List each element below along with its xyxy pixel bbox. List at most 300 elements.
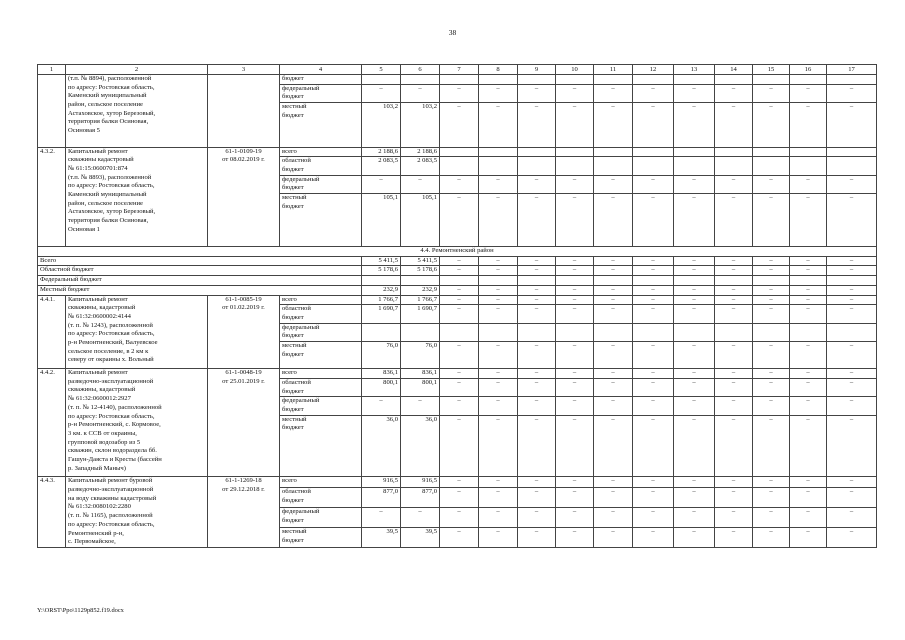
description-line: № 61:32:0600002:4144 <box>68 312 131 320</box>
column-13-value: – <box>674 397 715 415</box>
funding-source-line: всего <box>282 147 297 155</box>
column-8-value: – <box>479 507 518 527</box>
year-value <box>401 276 440 286</box>
column-number: 14 <box>715 65 753 75</box>
column-12-value: – <box>633 175 674 193</box>
funding-source-line: федеральный <box>282 175 320 183</box>
year-value: 232,9 <box>401 285 440 295</box>
registration-number <box>208 147 280 247</box>
column-9-value <box>518 157 556 175</box>
column-7-value: – <box>440 369 479 379</box>
column-13-value: – <box>674 342 715 369</box>
column-13-value: – <box>674 369 715 379</box>
funding-source <box>280 397 362 415</box>
total-value: – <box>362 507 401 527</box>
year-value: 800,1 <box>401 378 440 396</box>
description-line: скважины, кадастровый <box>68 304 136 312</box>
column-14-value: – <box>715 477 753 488</box>
column-16-value: – <box>790 175 827 193</box>
column-12-value: – <box>633 84 674 102</box>
column-15-value: – <box>753 305 790 323</box>
total-value: – <box>362 84 401 102</box>
description-line: с. Первомайское, <box>68 538 116 546</box>
description-line: по адресу: Ростовская область, <box>68 412 155 420</box>
column-13-value: – <box>674 84 715 102</box>
column-17-value: – <box>827 477 877 488</box>
column-7-value: – <box>440 378 479 396</box>
column-7-value: – <box>440 266 479 276</box>
description-line: Капитальный ремонт <box>68 147 128 155</box>
description-line: Гашун-Даяста и Кресты (бассейн <box>68 455 162 463</box>
funding-source-line: бюджет <box>282 516 304 524</box>
column-15-value: – <box>753 507 790 527</box>
registration-line: 61-1-1269-18 <box>225 477 262 485</box>
column-17-value: – <box>827 507 877 527</box>
description-line: групповой водозабор из 5 <box>68 438 141 446</box>
year-value: 105,1 <box>401 193 440 246</box>
column-16-value: – <box>790 378 827 396</box>
funding-source-line: местный <box>282 342 307 350</box>
item-number: 4.4.1. <box>38 295 66 369</box>
column-number: 4 <box>280 65 362 75</box>
column-7-value: – <box>440 295 479 305</box>
column-10-value <box>556 147 594 157</box>
column-8-value: – <box>479 477 518 488</box>
description-line: (т.п. № 8893), расположенной <box>68 173 152 181</box>
column-17-value: – <box>827 369 877 379</box>
column-15-value <box>753 157 790 175</box>
column-11-value: – <box>594 103 633 147</box>
funding-source-line: бюджет <box>282 111 304 119</box>
column-9-value <box>518 75 556 85</box>
column-13-value <box>674 157 715 175</box>
budget-row <box>38 75 877 85</box>
funding-source <box>280 75 362 85</box>
total-value: 36,0 <box>362 415 401 477</box>
column-16-value: – <box>790 256 827 266</box>
total-value: 877,0 <box>362 487 401 507</box>
column-15-value: – <box>753 266 790 276</box>
funding-source-line: федеральный <box>282 507 320 515</box>
column-16-value: – <box>790 84 827 102</box>
summary-label: Федеральный бюджет <box>38 276 362 286</box>
year-value: 2 188,6 <box>401 147 440 157</box>
column-14-value <box>715 276 753 286</box>
description-line: по адресу: Ростовская область, <box>68 83 155 91</box>
column-number: 16 <box>790 65 827 75</box>
column-9-value: – <box>518 305 556 323</box>
column-12-value: – <box>633 193 674 246</box>
total-value <box>362 323 401 341</box>
funding-source <box>280 157 362 175</box>
column-number: 3 <box>208 65 280 75</box>
column-7-value <box>440 276 479 286</box>
column-7-value: – <box>440 305 479 323</box>
column-16-value: – <box>790 103 827 147</box>
registration-line: от 29.12.2018 г. <box>222 486 265 494</box>
column-10-value: – <box>556 256 594 266</box>
column-8-value: – <box>479 378 518 396</box>
column-11-value: – <box>594 369 633 379</box>
column-9-value: – <box>518 369 556 379</box>
column-15-value <box>753 75 790 85</box>
column-14-value: – <box>715 103 753 147</box>
funding-source <box>280 295 362 305</box>
column-16-value: – <box>790 415 827 477</box>
column-17-value: – <box>827 487 877 507</box>
funding-source <box>280 415 362 477</box>
column-12-value: – <box>633 295 674 305</box>
year-value <box>401 75 440 85</box>
year-value: 1 690,7 <box>401 305 440 323</box>
column-12-value: – <box>633 397 674 415</box>
column-number: 11 <box>594 65 633 75</box>
total-value: 232,9 <box>362 285 401 295</box>
column-13-value <box>674 147 715 157</box>
column-10-value: – <box>556 305 594 323</box>
description-line: Каменский муниципальный <box>68 92 147 100</box>
column-12-value: – <box>633 103 674 147</box>
column-11-value: – <box>594 285 633 295</box>
column-15-value: – <box>753 295 790 305</box>
column-16-value: – <box>790 507 827 527</box>
column-15-value: – <box>753 285 790 295</box>
funding-source-line: бюджет <box>282 184 304 192</box>
year-value: – <box>401 84 440 102</box>
section-header-row <box>38 247 877 257</box>
description-line: скважин, склон водораздела бб. <box>68 447 157 455</box>
funding-source-line: бюджет <box>282 350 304 358</box>
column-9-value <box>518 323 556 341</box>
funding-source <box>280 84 362 102</box>
item-description <box>66 369 208 477</box>
item-number <box>38 75 66 148</box>
column-8-value: – <box>479 266 518 276</box>
column-17-value: – <box>827 295 877 305</box>
column-7-value <box>440 147 479 157</box>
column-8-value: – <box>479 397 518 415</box>
total-value: 105,1 <box>362 193 401 246</box>
total-value: 836,1 <box>362 369 401 379</box>
column-number: 8 <box>479 65 518 75</box>
column-7-value <box>440 323 479 341</box>
funding-source <box>280 305 362 323</box>
description-line: по адресу: Ростовская область, <box>68 520 155 528</box>
column-12-value: – <box>633 527 674 547</box>
column-17-value <box>827 276 877 286</box>
column-10-value: – <box>556 103 594 147</box>
column-17-value: – <box>827 378 877 396</box>
column-10-value: – <box>556 285 594 295</box>
column-15-value: – <box>753 487 790 507</box>
column-14-value: – <box>715 305 753 323</box>
year-value: 916,5 <box>401 477 440 488</box>
column-10-value: – <box>556 487 594 507</box>
item-number: 4.4.3. <box>38 477 66 548</box>
year-value: 5 411,5 <box>401 256 440 266</box>
column-12-value: – <box>633 305 674 323</box>
column-14-value: – <box>715 285 753 295</box>
column-16-value <box>790 75 827 85</box>
description-line: на воду скважины кадастровый <box>68 494 157 502</box>
total-value: – <box>362 175 401 193</box>
column-12-value: – <box>633 256 674 266</box>
column-12-value: – <box>633 378 674 396</box>
description-line: район, сельское поселение <box>68 101 143 109</box>
column-11-value: – <box>594 295 633 305</box>
total-value: 5 411,5 <box>362 256 401 266</box>
funding-source-line: местный <box>282 103 307 111</box>
registration-number <box>208 369 280 477</box>
column-12-value: – <box>633 507 674 527</box>
funding-source-line: областной <box>282 487 311 495</box>
column-13-value: – <box>674 527 715 547</box>
column-8-value <box>479 75 518 85</box>
column-15-value <box>753 147 790 157</box>
item-description <box>66 147 208 247</box>
section-title: 4.4. Ремонтненский район <box>38 247 877 257</box>
year-value: 836,1 <box>401 369 440 379</box>
funding-source-line: федеральный <box>282 397 320 405</box>
description-line: 3 км. к ССВ от окраины, <box>68 429 137 437</box>
column-number: 10 <box>556 65 594 75</box>
column-8-value: – <box>479 487 518 507</box>
summary-label: Всего <box>38 256 362 266</box>
column-15-value: – <box>753 84 790 102</box>
column-14-value <box>715 75 753 85</box>
column-12-value: – <box>633 285 674 295</box>
summary-label: Областной бюджет <box>38 266 362 276</box>
budget-row <box>38 295 877 305</box>
column-9-value <box>518 147 556 157</box>
column-10-value: – <box>556 507 594 527</box>
column-12-value <box>633 323 674 341</box>
funding-source-line: местный <box>282 527 307 535</box>
column-17-value <box>827 323 877 341</box>
year-value: 36,0 <box>401 415 440 477</box>
registration-line: от 25.01.2019 г. <box>222 377 265 385</box>
column-12-value <box>633 276 674 286</box>
column-13-value <box>674 75 715 85</box>
description-line: Капитальный ремонт <box>68 295 128 303</box>
column-16-value: – <box>790 397 827 415</box>
registration-line: 61-1-0109-19 <box>225 147 262 155</box>
column-number: 6 <box>401 65 440 75</box>
funding-source-line: областной <box>282 157 311 165</box>
column-13-value: – <box>674 507 715 527</box>
column-12-value: – <box>633 342 674 369</box>
column-14-value: – <box>715 378 753 396</box>
column-14-value <box>715 147 753 157</box>
funding-source-line: бюджет <box>282 75 304 82</box>
description-line: разведочно-эксплуатационной <box>68 377 154 385</box>
budget-row <box>38 369 877 379</box>
year-value: 1 766,7 <box>401 295 440 305</box>
item-description <box>66 295 208 369</box>
total-value: 5 178,6 <box>362 266 401 276</box>
total-value: 103,2 <box>362 103 401 147</box>
column-16-value: – <box>790 285 827 295</box>
funding-source-line: федеральный <box>282 323 320 331</box>
column-11-value <box>594 276 633 286</box>
column-8-value: – <box>479 415 518 477</box>
funding-source-line: бюджет <box>282 405 304 413</box>
year-value: – <box>401 397 440 415</box>
registration-number <box>208 295 280 369</box>
column-8-value: – <box>479 84 518 102</box>
column-17-value: – <box>827 266 877 276</box>
column-12-value <box>633 75 674 85</box>
description-line: по адресу: Ростовская область, <box>68 182 155 190</box>
column-10-value <box>556 276 594 286</box>
column-16-value <box>790 276 827 286</box>
column-14-value: – <box>715 84 753 102</box>
description-line: скважины кадастровый <box>68 156 134 164</box>
funding-source-line: бюджет <box>282 313 304 321</box>
column-12-value: – <box>633 415 674 477</box>
item-description <box>66 477 208 548</box>
column-15-value: – <box>753 103 790 147</box>
column-number: 7 <box>440 65 479 75</box>
description-line: Астаховское, хутор Березовый, <box>68 208 156 216</box>
description-line: (т. п. № 1165), расположенной <box>68 512 153 520</box>
column-15-value: – <box>753 477 790 488</box>
column-14-value: – <box>715 487 753 507</box>
column-number: 12 <box>633 65 674 75</box>
year-value: 76,0 <box>401 342 440 369</box>
total-value: 1 690,7 <box>362 305 401 323</box>
column-17-value <box>827 147 877 157</box>
column-14-value: – <box>715 342 753 369</box>
column-13-value: – <box>674 305 715 323</box>
column-10-value: – <box>556 342 594 369</box>
funding-source <box>280 527 362 547</box>
column-12-value: – <box>633 266 674 276</box>
column-17-value: – <box>827 103 877 147</box>
registration-number <box>208 75 280 148</box>
description-line: Капитальный ремонт буровой <box>68 477 153 485</box>
registration-line: от 01.02.2019 г. <box>222 304 265 312</box>
budget-row <box>38 147 877 157</box>
column-10-value: – <box>556 378 594 396</box>
column-17-value: – <box>827 256 877 266</box>
column-8-value: – <box>479 369 518 379</box>
funding-source <box>280 507 362 527</box>
column-17-value: – <box>827 397 877 415</box>
column-11-value: – <box>594 378 633 396</box>
column-13-value: – <box>674 477 715 488</box>
column-15-value: – <box>753 193 790 246</box>
column-13-value: – <box>674 256 715 266</box>
column-10-value <box>556 75 594 85</box>
description-line: (т.п. № 8894), расположенной <box>68 75 152 82</box>
funding-source <box>280 175 362 193</box>
total-value: 916,5 <box>362 477 401 488</box>
summary-row <box>38 266 877 276</box>
column-9-value: – <box>518 477 556 488</box>
column-7-value: – <box>440 477 479 488</box>
column-8-value: – <box>479 256 518 266</box>
summary-row <box>38 256 877 266</box>
column-9-value: – <box>518 415 556 477</box>
funding-source <box>280 477 362 488</box>
file-path-footer: Y:\ORST\Ppo\1129p852.f19.docx <box>37 607 124 614</box>
column-7-value: – <box>440 507 479 527</box>
column-14-value: – <box>715 295 753 305</box>
column-7-value <box>440 157 479 175</box>
column-16-value: – <box>790 477 827 488</box>
year-value: 103,2 <box>401 103 440 147</box>
column-15-value: – <box>753 342 790 369</box>
funding-source <box>280 147 362 157</box>
year-value: – <box>401 507 440 527</box>
column-11-value: – <box>594 477 633 488</box>
column-16-value: – <box>790 369 827 379</box>
column-11-value: – <box>594 507 633 527</box>
column-16-value: – <box>790 266 827 276</box>
column-8-value <box>479 147 518 157</box>
column-9-value: – <box>518 103 556 147</box>
description-line: (т. п. № 1243), расположенной <box>68 321 153 329</box>
description-line: сельское поселение, в 2 км к <box>68 347 149 355</box>
column-16-value <box>790 323 827 341</box>
column-number: 13 <box>674 65 715 75</box>
total-value: 800,1 <box>362 378 401 396</box>
description-line: северу от окраины х. Вольный <box>68 356 154 364</box>
column-12-value: – <box>633 369 674 379</box>
year-value <box>401 323 440 341</box>
description-line: территория балки Осиновая, <box>68 118 149 126</box>
description-line: Осиновая 1 <box>68 225 100 233</box>
column-13-value: – <box>674 103 715 147</box>
column-number: 1 <box>38 65 66 75</box>
column-16-value: – <box>790 527 827 547</box>
column-11-value: – <box>594 415 633 477</box>
funding-source-line: бюджет <box>282 496 304 504</box>
summary-row <box>38 285 877 295</box>
column-10-value: – <box>556 369 594 379</box>
column-12-value: – <box>633 487 674 507</box>
item-number: 4.4.2. <box>38 369 66 477</box>
column-17-value: – <box>827 285 877 295</box>
funding-source-line: бюджет <box>282 332 304 340</box>
column-10-value: – <box>556 193 594 246</box>
description-line: Осиновая 5 <box>68 127 100 135</box>
description-line: Каменский муниципальный <box>68 190 147 198</box>
column-17-value <box>827 157 877 175</box>
column-11-value: – <box>594 175 633 193</box>
column-14-value <box>715 323 753 341</box>
column-9-value: – <box>518 285 556 295</box>
column-11-value <box>594 75 633 85</box>
description-line: р. Западный Маныч) <box>68 464 126 472</box>
column-11-value: – <box>594 342 633 369</box>
registration-line: 61-1-0085-19 <box>225 295 262 303</box>
year-value: 877,0 <box>401 487 440 507</box>
column-13-value: – <box>674 193 715 246</box>
column-11-value: – <box>594 193 633 246</box>
budget-table <box>37 64 877 548</box>
column-10-value: – <box>556 266 594 276</box>
column-15-value: – <box>753 415 790 477</box>
total-value: 39,5 <box>362 527 401 547</box>
description-line: скважины, кадастровый <box>68 386 136 394</box>
item-description <box>66 75 208 148</box>
funding-source-line: местный <box>282 415 307 423</box>
registration-line: от 08.02.2019 г. <box>222 156 265 164</box>
description-line: Ремонтненский р-н, <box>68 529 124 537</box>
column-13-value: – <box>674 285 715 295</box>
